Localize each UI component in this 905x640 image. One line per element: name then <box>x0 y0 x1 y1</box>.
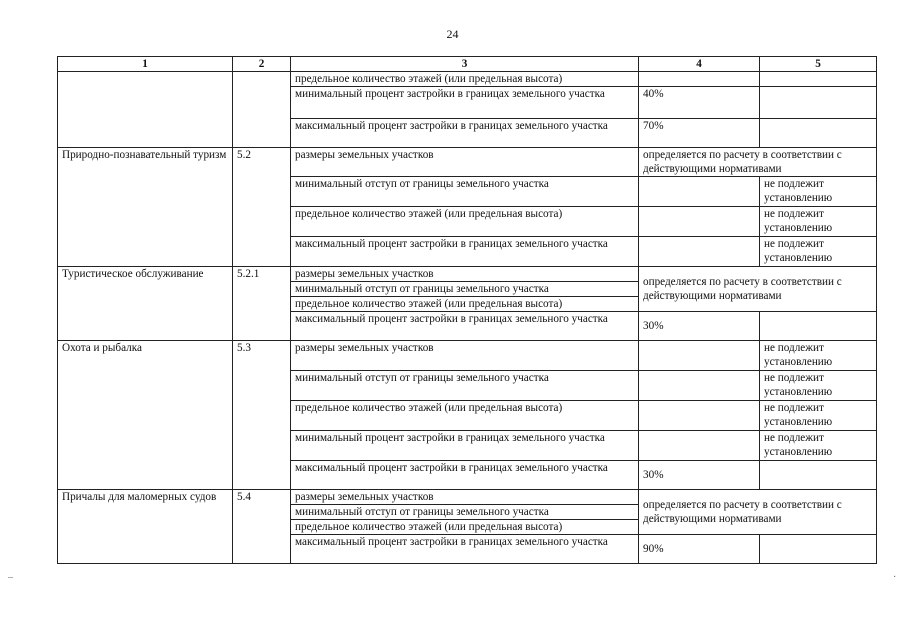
note-cell: не подлежит установлению <box>760 237 877 267</box>
value-cell <box>639 371 760 401</box>
parameter-cell: минимальный отступ от границы земельного участка <box>291 177 639 207</box>
value-cell: 30% <box>639 461 760 490</box>
use-type-cell: Причалы для маломерных судов <box>58 490 233 564</box>
parameter-cell: предельное количество этажей (или предельная высота) <box>291 297 639 312</box>
parameter-cell: минимальный отступ от границы земельного участка <box>291 371 639 401</box>
value-cell: 70% <box>639 119 760 148</box>
value-cell <box>639 341 760 371</box>
column-header-4: 4 <box>639 57 760 72</box>
parameter-cell: размеры земельных участков <box>291 148 639 177</box>
parameter-cell: размеры земельных участков <box>291 267 639 282</box>
parameter-cell: размеры земельных участков <box>291 490 639 505</box>
parameter-cell: предельное количество этажей (или предельная высота) <box>291 72 639 87</box>
code-cell: 5.2.1 <box>233 267 291 341</box>
parameter-cell: размеры земельных участков <box>291 341 639 371</box>
value-cell <box>639 401 760 431</box>
note-cell: не подлежит установлению <box>760 341 877 371</box>
parameter-cell: предельное количество этажей (или предельная высота) <box>291 520 639 535</box>
parameter-cell: минимальный процент застройки в границах земельного участка <box>291 431 639 461</box>
value-cell: определяется по расчету в соответствии с действующими нормативами <box>639 267 877 312</box>
note-cell: не подлежит установлению <box>760 401 877 431</box>
note-cell <box>760 461 877 490</box>
value-cell <box>639 431 760 461</box>
column-header-3: 3 <box>291 57 639 72</box>
note-cell <box>760 119 877 148</box>
code-cell: 5.4 <box>233 490 291 564</box>
value-cell <box>639 177 760 207</box>
table-row <box>58 148 877 177</box>
use-type-cell: Туристическое обслуживание <box>58 267 233 341</box>
note-cell <box>760 87 877 119</box>
parameter-cell: предельное количество этажей (или предельная высота) <box>291 401 639 431</box>
scan-margin-mark: – <box>8 572 13 583</box>
parameter-cell: минимальный отступ от границы земельного участка <box>291 282 639 297</box>
note-cell <box>760 72 877 87</box>
parameter-cell: максимальный процент застройки в границах земельного участка <box>291 312 639 341</box>
parameter-cell: предельное количество этажей (или предельная высота) <box>291 207 639 237</box>
use-type-cell: Охота и рыбалка <box>58 341 233 490</box>
table-row <box>58 490 877 505</box>
note-cell: не подлежит установлению <box>760 207 877 237</box>
value-cell: определяется по расчету в соответствии с действующими нормативами <box>639 490 877 535</box>
value-cell: 40% <box>639 87 760 119</box>
land-use-regulations-table <box>57 56 877 564</box>
value-cell <box>639 72 760 87</box>
code-cell: 5.3 <box>233 341 291 490</box>
column-header-5: 5 <box>760 57 877 72</box>
value-cell: 30% <box>639 312 760 341</box>
note-cell: не подлежит установлению <box>760 177 877 207</box>
code-cell: 5.2 <box>233 148 291 267</box>
value-cell: 90% <box>639 535 760 564</box>
table-row <box>58 72 877 87</box>
parameter-cell: максимальный процент застройки в границах земельного участка <box>291 535 639 564</box>
table-row <box>58 341 877 371</box>
parameter-cell: минимальный процент застройки в границах земельного участка <box>291 87 639 119</box>
note-cell: не подлежит установлению <box>760 431 877 461</box>
value-cell: определяется по расчету в соответствии с действующими нормативами <box>639 148 877 177</box>
parameter-cell: максимальный процент застройки в границах земельного участка <box>291 237 639 267</box>
page-number: 24 <box>446 27 459 41</box>
header-row <box>58 57 877 72</box>
scan-margin-mark: · <box>893 572 897 583</box>
note-cell <box>760 312 877 341</box>
parameter-cell: максимальный процент застройки в границах земельного участка <box>291 461 639 490</box>
use-type-cell <box>58 72 233 148</box>
note-cell: не подлежит установлению <box>760 371 877 401</box>
use-type-cell: Природно-познавательный туризм <box>58 148 233 267</box>
column-header-2: 2 <box>233 57 291 72</box>
parameter-cell: минимальный отступ от границы земельного участка <box>291 505 639 520</box>
parameter-cell: максимальный процент застройки в границах земельного участка <box>291 119 639 148</box>
value-cell <box>639 207 760 237</box>
code-cell <box>233 72 291 148</box>
note-cell <box>760 535 877 564</box>
column-header-1: 1 <box>58 57 233 72</box>
value-cell <box>639 237 760 267</box>
table-row <box>58 267 877 282</box>
